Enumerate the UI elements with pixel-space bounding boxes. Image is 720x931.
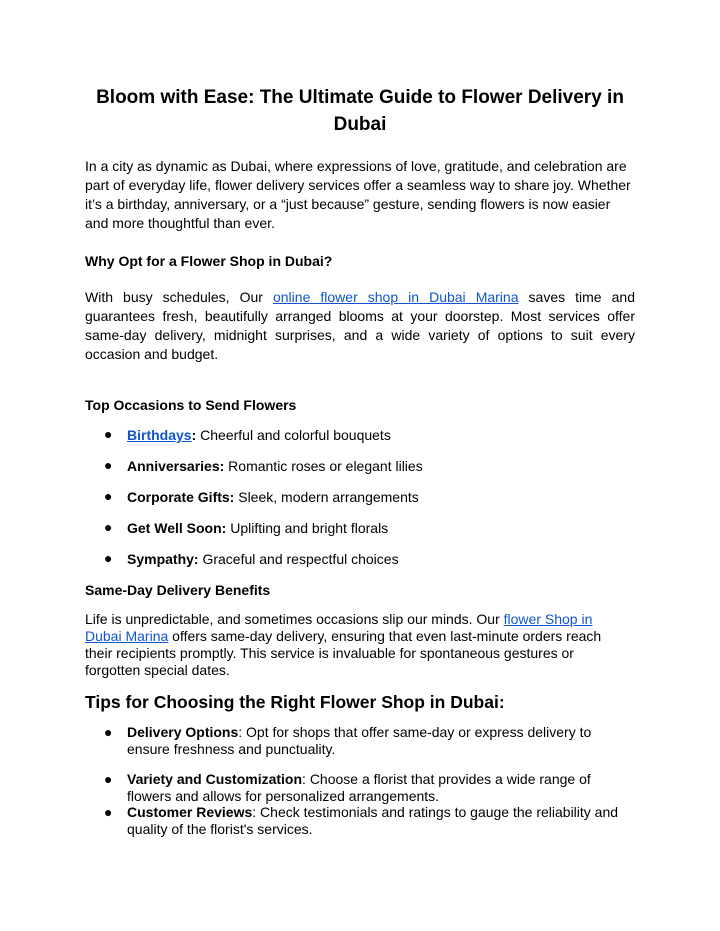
page-title: Bloom with Ease: The Ultimate Guide to Flower Delivery in Dubai — [96, 87, 624, 135]
intro-paragraph: In a city as dynamic as Dubai, where expressions of love, gratitude, and celebration are part of everyday life, flower delivery services offer a seamless way to share joy. Whether it’s a birthday, anniversary, or a “just because” gesture, sending flowers is now easier and more thoughtful than ever. — [85, 158, 631, 231]
birthdays-link[interactable]: Birthdays — [127, 427, 192, 443]
same-day-text-pre: Life is unpredictable, and sometimes occasions slip our minds. Our — [85, 611, 504, 627]
same-day-heading: Same-Day Delivery Benefits — [85, 582, 271, 598]
bullet-icon: ● — [104, 724, 113, 740]
why-heading: Why Opt for a Flower Shop in Dubai? — [85, 253, 333, 269]
bullet-icon: ● — [104, 488, 113, 504]
bullet-icon: ● — [104, 804, 113, 820]
bullet-icon: ● — [104, 771, 113, 787]
same-day-paragraph — [85, 611, 625, 679]
list-item-label: Get Well Soon: — [127, 520, 227, 536]
occasions-heading: Top Occasions to Send Flowers — [85, 397, 297, 413]
list-item-desc: Sleek, modern arrangements — [234, 489, 419, 505]
bullet-icon: ● — [104, 550, 113, 566]
birthdays-colon: : — [191, 427, 197, 443]
why-text-pre: With busy schedules, Our — [85, 289, 273, 305]
list-item-anniversaries — [127, 458, 627, 475]
tips-heading: Tips for Choosing the Right Flower Shop in Dubai: — [85, 692, 505, 712]
why-paragraph — [85, 288, 635, 364]
list-item-desc: Graceful and respectful choices — [198, 551, 399, 567]
list-item-birthdays — [127, 427, 627, 444]
tip-desc: : Opt for shops that offer same-day or express delivery to ensure freshness and punctuality. — [127, 724, 592, 757]
list-item-desc: Cheerful and colorful bouquets — [196, 427, 391, 443]
list-item-label: Corporate Gifts: — [127, 489, 235, 505]
bullet-icon: ● — [104, 457, 113, 473]
list-item-corporate-gifts — [127, 489, 627, 506]
tip-item-variety — [127, 771, 627, 805]
same-day-text-post: offers same-day delivery, ensuring that even last-minute orders reach their recipients promptly. This service is invaluable for spontaneous gestures or forgotten special dates. — [85, 628, 602, 678]
tip-desc: : Check testimonials and ratings to gauge the reliability and quality of the florist's services. — [127, 804, 619, 837]
list-item-sympathy — [127, 551, 627, 568]
tip-label: Variety and Customization — [127, 771, 303, 787]
list-item-label: Anniversaries: — [127, 458, 225, 474]
bullet-icon: ● — [104, 519, 113, 535]
list-item-desc: Romantic roses or elegant lilies — [224, 458, 423, 474]
list-item-label: Sympathy: — [127, 551, 199, 567]
flower-shop-link[interactable]: flower Shop in Dubai Marina — [85, 611, 593, 644]
bullet-icon: ● — [104, 426, 113, 442]
tip-item-delivery-options — [127, 724, 627, 758]
why-text-post: saves time and guarantees fresh, beautifully arranged blooms at your doorstep. Most services offer same-day delivery, midnight surprises, and a wide variety of options to suit every occasion and budget. — [85, 289, 635, 362]
tip-label: Customer Reviews — [127, 804, 253, 820]
tip-item-customer-reviews — [127, 804, 627, 838]
online-flower-shop-link[interactable]: online flower shop in Dubai Marina — [272, 289, 519, 305]
list-item-desc: Uplifting and bright florals — [226, 520, 389, 536]
list-item-get-well-soon — [127, 520, 627, 537]
tip-desc: : Choose a florist that provides a wide range of flowers and allows for personalized arrangements. — [127, 771, 591, 804]
tip-label: Delivery Options — [127, 724, 239, 740]
